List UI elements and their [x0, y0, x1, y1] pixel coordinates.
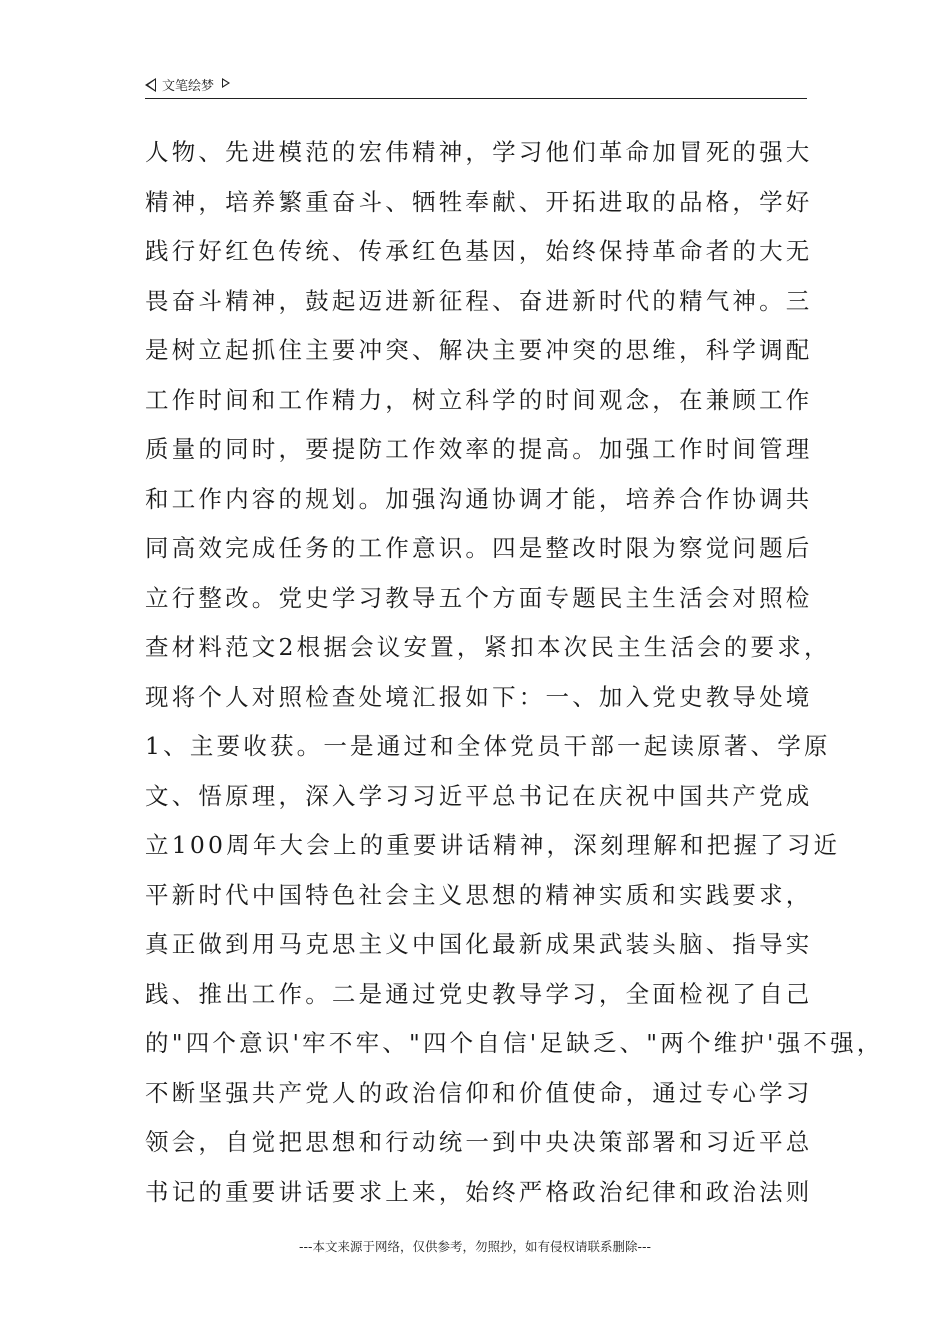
body-line: 是树立起抓住主要冲突、解决主要冲突的思维，科学调配 [145, 336, 813, 364]
body-line: 和工作内容的规划。加强沟通协调才能，培养合作协调共 [145, 484, 813, 513]
body-line: 人物、先进模范的宏伟精神，学习他们革命加冒死的强大 [145, 138, 813, 166]
body-line: 查材料范文2根据会议安置，紧扣本次民主生活会的要求， [145, 633, 831, 661]
body-line: 书记的重要讲话要求上来，始终严格政治纪律和政治法则 [145, 1177, 813, 1206]
body-line: 工作时间和工作精力，树立科学的时间观念，在兼顾工作 [145, 385, 813, 414]
footer-disclaimer: ---本文来源于网络，仅供参考，勿照抄，如有侵权请联系删除--- [298, 1239, 652, 1254]
body-line: 不断坚强共产党人的政治信仰和价值使命，通过专心学习 [145, 1078, 813, 1107]
body-line: 文、悟原理，深入学习习近平总书记在庆祝中国共产党成 [145, 781, 813, 810]
body-line: 真正做到用马克思主义中国化最新成果武装头脑、指导实 [145, 930, 813, 958]
body-line: 践行好红色传统、传承红色基因，始终保持革命者的大无 [145, 237, 813, 265]
body-line: 的"四个意识'牢不牢、"四个自信'足缺乏、"两个维护'强不强， [145, 1029, 884, 1057]
body-line: 同高效完成任务的工作意识。四是整改时限为察觉问题后 [145, 534, 813, 562]
triangle-right-icon [222, 78, 230, 88]
body-line: 1、主要收获。一是通过和全体党员干部一起读原著、学原 [145, 732, 831, 760]
header-title: 文笔绘梦 [162, 79, 215, 94]
header-brand [145, 75, 230, 94]
body-line: 立行整改。党史学习教导五个方面专题民主生活会对照检 [145, 583, 813, 612]
body-line: 平新时代中国特色社会主义思想的精神实质和实践要求， [145, 880, 813, 909]
body-line: 质量的同时，要提防工作效率的提高。加强工作时间管理 [145, 435, 813, 463]
body-line: 立100周年大会上的重要讲话精神，深刻理解和把握了习近 [145, 831, 841, 859]
body-line: 现将个人对照检查处境汇报如下：一、加入党史教导处境 [145, 682, 813, 711]
body-line: 领会，自觉把思想和行动统一到中央决策部署和习近平总 [145, 1128, 813, 1156]
body-line: 畏奋斗精神，鼓起迈进新征程、奋进新时代的精气神。三 [145, 286, 813, 315]
page-header [145, 72, 807, 99]
body-line: 践、推出工作。二是通过党史教导学习，全面检视了自己 [145, 979, 813, 1008]
body-line: 精神，培养繁重奋斗、牺牲奉献、开拓进取的品格，学好 [145, 187, 813, 216]
triangle-left-icon [145, 78, 156, 92]
document-body [145, 128, 884, 1217]
